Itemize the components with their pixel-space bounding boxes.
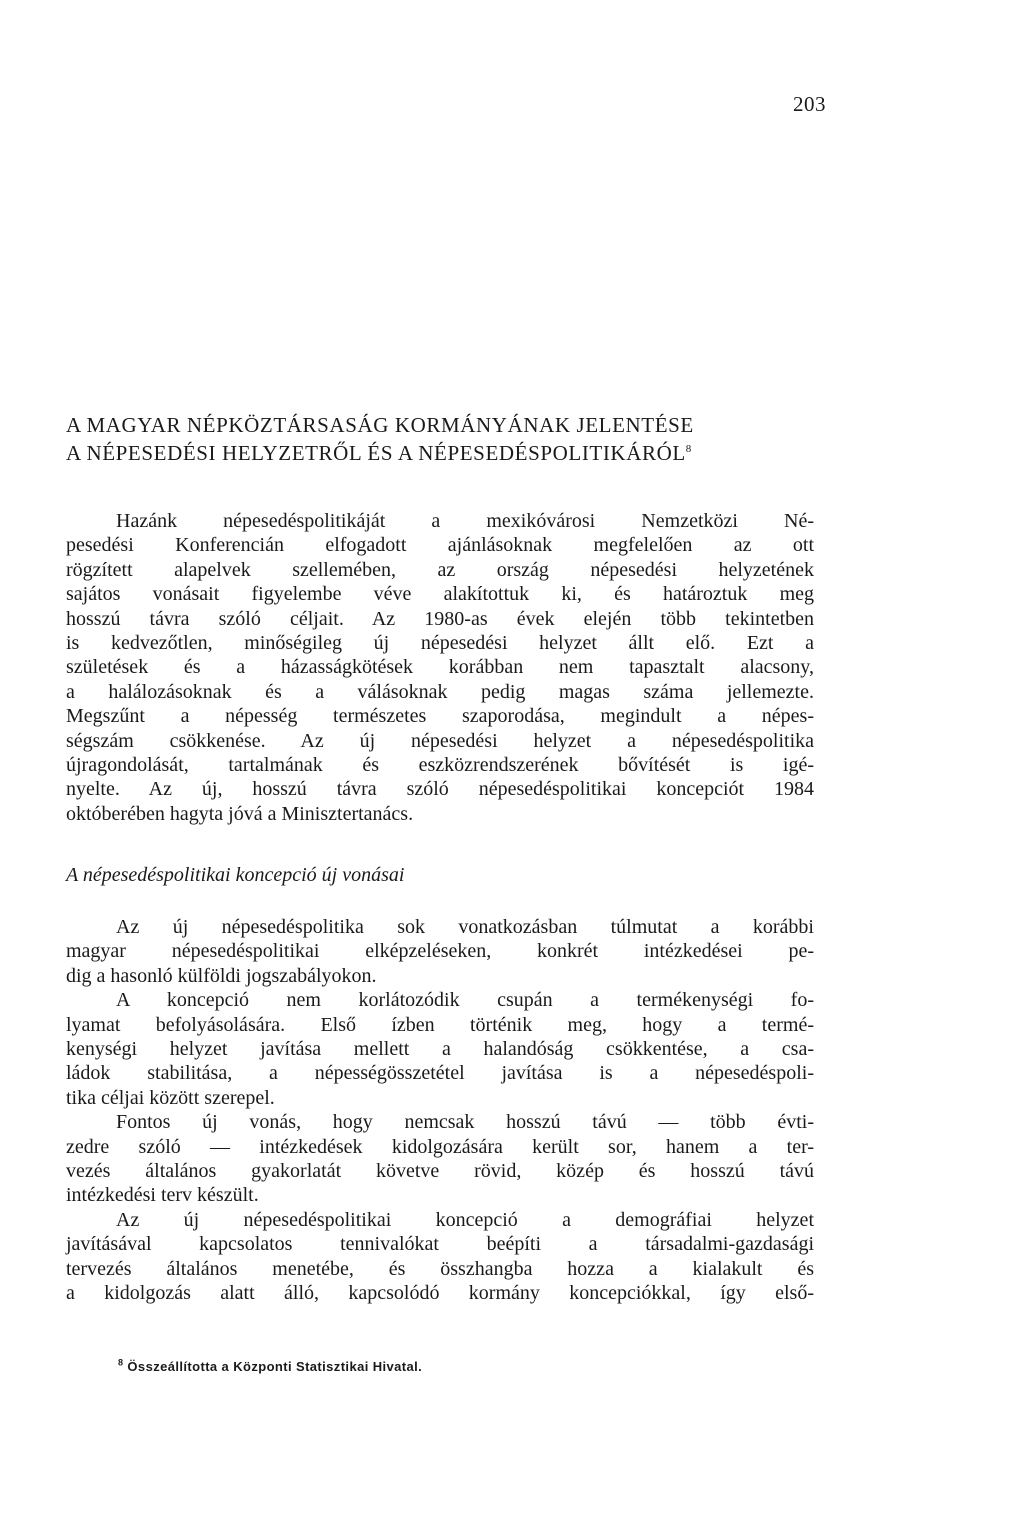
text-line: tervezés általános menetébe, és összhangba hozza a kialakult és (66, 1257, 814, 1280)
document-title (66, 411, 966, 467)
text-line: hosszú távra szóló céljait. Az 1980-as évek elején több tekintetben (66, 607, 814, 630)
text-line: tika céljai között szerepel. (66, 1086, 275, 1109)
section-heading: A népesedéspolitikai koncepció új vonásai (66, 864, 405, 886)
paragraph (66, 988, 814, 1110)
text-line: ládok stabilitása, a népességösszetétel javítása is a népesedéspoli- (66, 1062, 814, 1085)
text-line: születések és a házasságkötések korábban nem tapasztalt alacsony, (66, 656, 814, 679)
text-line: pesedési Konferencián elfogadott ajánlásoknak megfelelően az ott (66, 534, 814, 557)
text-line: intézkedési terv készült. (66, 1184, 259, 1207)
intro-paragraph (66, 509, 814, 826)
text-line: a kidolgozás alatt álló, kapcsolódó kormány koncepciókkal, így első- (66, 1282, 814, 1305)
text-line: vezés általános gyakorlatát követve rövid, közép és hosszú távú (66, 1160, 814, 1183)
text-line: rögzített alapelvek szellemében, az ország népesedési helyzetének (66, 558, 814, 581)
paragraph (66, 1110, 814, 1208)
text-line: nyelte. Az új, hosszú távra szóló népesedéspolitikai koncepciót 1984 (66, 778, 814, 801)
text-line: Hazánk népesedéspolitikáját a mexikóvárosi Nemzetközi Né- (116, 510, 814, 532)
text-line: A koncepció nem korlátozódik csupán a termékenységi fo- (116, 989, 814, 1012)
footnote-marker: 8 (118, 1357, 124, 1368)
text-line: lyamat befolyásolására. Első ízben történik meg, hogy a termé- (66, 1013, 814, 1036)
text-line: zedre szóló — intézkedések kidolgozására került sor, hanem a ter- (66, 1135, 814, 1158)
title-line-2-text: A NÉPESEDÉSI HELYZETRŐL ÉS A NÉPESEDÉSPOLITIKÁRÓL (66, 441, 686, 465)
title-line-2 (66, 439, 966, 467)
title-line-1: A MAGYAR NÉPKÖZTÁRSASÁG KORMÁNYÁNAK JELENTÉSE (66, 413, 694, 437)
text-line: dig a hasonló külföldi jogszabályokon. (66, 964, 377, 987)
text-line: javításával kapcsolatos tennivalókat beépíti a társadalmi-gazdasági (66, 1233, 814, 1256)
text-line: ségszám csökkenése. Az új népesedési helyzet a népesedéspolitika (66, 729, 814, 752)
text-line: magyar népesedéspolitikai elképzeléseken, konkrét intézkedései pe- (66, 940, 814, 963)
text-line: Az új népesedéspolitikai koncepció a demográfiai helyzet (116, 1208, 814, 1231)
paragraph (66, 1208, 814, 1306)
text-line: kenységi helyzet javítása mellett a halandóság csökkentése, a csa- (66, 1038, 814, 1061)
text-line: októberében hagyta jóvá a Minisztertanács. (66, 802, 414, 825)
text-line: Az új népesedéspolitika sok vonatkozásban túlmutat a korábbi (116, 916, 814, 938)
page-number: 203 (793, 92, 826, 116)
paragraph (66, 915, 814, 988)
footnote-reference: 8 (685, 443, 692, 455)
text-line: a halálozásoknak és a válásoknak pedig magas száma jellemezte. (66, 680, 814, 703)
text-line: Megszűnt a népesség természetes szaporodása, megindult a népes- (66, 705, 814, 728)
text-line: újragondolását, tartalmának és eszközrendszerének bővítését is igé- (66, 754, 814, 777)
text-line: Fontos új vonás, hogy nemcsak hosszú távú — több évti- (116, 1111, 814, 1134)
text-line: sajátos vonásait figyelembe véve alakítottuk ki, és határoztuk meg (66, 583, 814, 606)
text-line: is kedvezőtlen, minőségileg új népesedési helyzet állt elő. Ezt a (66, 632, 814, 655)
section-body (66, 915, 814, 1306)
footnote (118, 1359, 422, 1374)
footnote-text: Összeállította a Központi Statisztikai Hivatal. (127, 1359, 423, 1374)
